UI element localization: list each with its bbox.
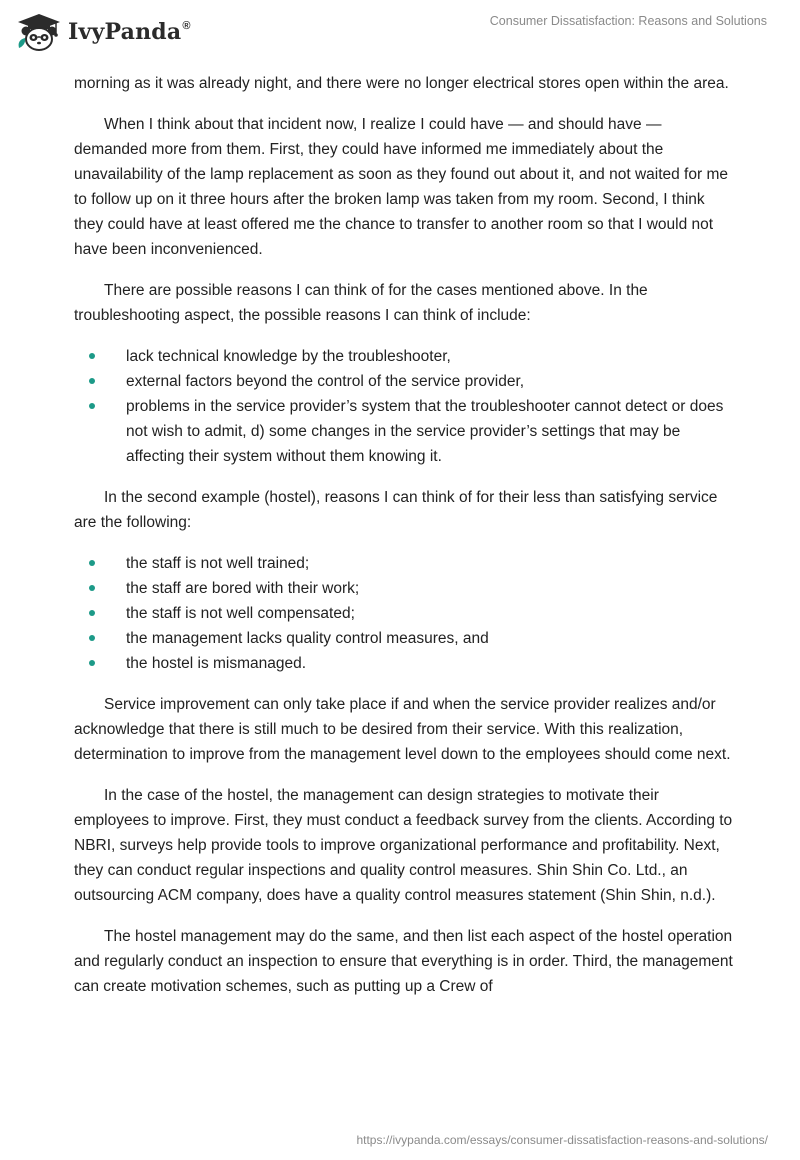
paragraph: In the second example (hostel), reasons I can think of for their less than satisfying service are the following: — [74, 489, 718, 531]
bullet-icon — [89, 403, 95, 409]
list-item: the staff are bored with their work; — [74, 576, 734, 601]
paragraph: When I think about that incident now, I realize I could have — and should have — demanded more from them. First, they could have informed me immediately about the unavailability of the lamp replacement as soon as they found out about it, and not waited for me to follow up on it three hours after the broken lamp was taken from my room. Second, I think they could have at least offered me the chance to transfer to another room so that I would not have been inconvenienced. — [74, 116, 728, 258]
bullet-icon — [89, 660, 95, 666]
list-item: the staff is not well compensated; — [74, 601, 734, 626]
list-item: the hostel is mismanaged. — [74, 651, 734, 676]
paragraph: Service improvement can only take place if and when the service provider realizes and/or acknowledge that there is still much to be desired from their service. With this realization, determination to improve from the management level down to the employees should come next. — [74, 696, 731, 763]
bullet-icon — [89, 560, 95, 566]
reasons-list-hostel — [74, 551, 734, 676]
brand-name: IvyPanda® — [68, 19, 191, 45]
bullet-icon — [89, 585, 95, 591]
ivypanda-logo[interactable] — [16, 12, 191, 52]
source-url-link[interactable]: https://ivypanda.com/essays/consumer-dissatisfaction-reasons-and-solutions/ — [356, 1133, 768, 1147]
document-title: Consumer Dissatisfaction: Reasons and Solutions — [489, 14, 767, 28]
bullet-icon — [89, 378, 95, 384]
list-item: lack technical knowledge by the troubleshooter, — [74, 344, 734, 369]
bullet-icon — [89, 353, 95, 359]
essay-body — [74, 71, 734, 1015]
list-item: the staff is not well trained; — [74, 551, 734, 576]
bullet-icon — [89, 610, 95, 616]
list-item: the management lacks quality control measures, and — [74, 626, 734, 651]
panda-graduate-icon — [16, 12, 62, 52]
list-item: problems in the service provider’s system that the troubleshooter cannot detect or does not wish to admit, d) some changes in the service provider’s settings that may be affecting their system without them knowing it. — [74, 394, 734, 469]
bullet-icon — [89, 635, 95, 641]
reasons-list-troubleshooting — [74, 344, 734, 469]
paragraph: The hostel management may do the same, and then list each aspect of the hostel operation and regularly conduct an inspection to ensure that everything is in order. Third, the management can create motivation schemes, such as putting up a Crew of — [74, 928, 733, 995]
paragraph: morning as it was already night, and there were no longer electrical stores open within the area. — [74, 75, 729, 92]
paragraph: In the case of the hostel, the management can design strategies to motivate their employees to improve. First, they must conduct a feedback survey from the clients. According to NBRI, surveys help provide tools to improve organizational performance and profitability. Next, they can conduct regular inspections and quality control measures. Shin Shin Co. Ltd., an outsourcing ACM company, does have a quality control measures statement (Shin Shin, n.d.). — [74, 787, 733, 904]
paragraph: There are possible reasons I can think of for the cases mentioned above. In the troubleshooting aspect, the possible reasons I can think of include: — [74, 282, 648, 324]
page-header — [0, 0, 800, 66]
list-item: external factors beyond the control of the service provider, — [74, 369, 734, 394]
